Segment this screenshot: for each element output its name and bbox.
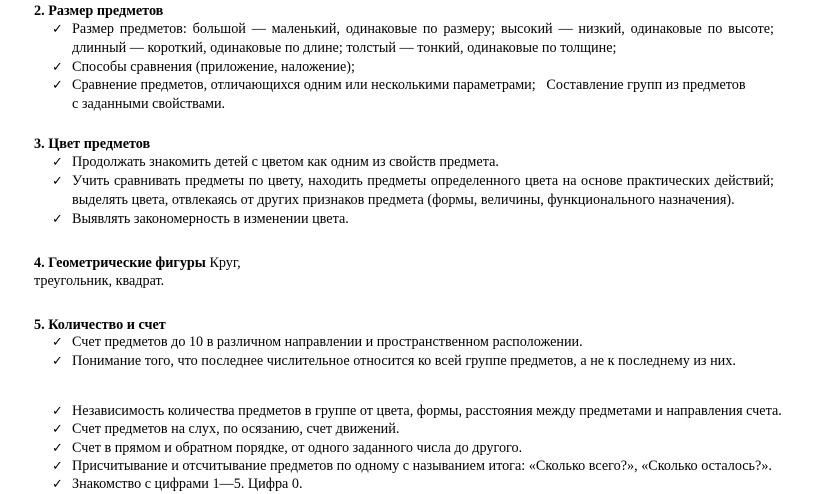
list-item [52, 475, 774, 494]
list-item-text: Знакомство с цифрами 1—5. Цифра 0. [72, 476, 303, 492]
check-mark-icon: ✓ [52, 335, 63, 350]
list-item-text: Присчитывание и отсчитывание предметов по одному с называнием итога: «Сколько всего?», «Сколько осталось?». [72, 458, 772, 474]
list-item-text: Выявлять закономерность в изменении цвета. [72, 211, 349, 227]
list-item [52, 172, 774, 210]
section-5-heading: 5. Количество и счет [34, 317, 166, 333]
list-item-text: Счет предметов на слух, по осязанию, счет движений. [72, 421, 400, 437]
check-mark-icon: ✓ [52, 422, 63, 437]
check-mark-icon: ✓ [52, 22, 63, 37]
check-mark-icon: ✓ [52, 354, 63, 369]
list-item-text: Размер предметов: большой — маленький, одинаковые по размеру; высокий — низкий, одинаковые по высоте; длинный — короткий, одинаковые по длине; толстый — тонкий, одинаковые по толщине; [72, 21, 774, 56]
list-item-text: Понимание того, что последнее числительное относится ко всей группе предметов, а не к последнему из них. [72, 353, 736, 369]
list-item-text: Сравнение предметов, отличающихся одним или несколькими параметрами; Составление групп из предметов с заданными свойствами. [72, 77, 750, 112]
check-mark-icon: ✓ [52, 459, 63, 474]
check-mark-icon: ✓ [52, 60, 63, 75]
list-item-text: Независимость количества предметов в группе от цвета, формы, расстояния между предметами и направления счета. [72, 403, 782, 419]
list-item [52, 352, 774, 371]
check-mark-icon: ✓ [52, 441, 63, 456]
list-item-text: Учить сравнивать предметы по цвету, находить предметы определенного цвета на основе практических действий; выделять цвета, отвлекаясь от других признаков предмета (формы, величины, функционального назначения). [72, 173, 774, 208]
list-item [52, 76, 752, 114]
section-4-heading: 4. Геометрические фигуры [34, 255, 206, 271]
list-item [52, 333, 774, 352]
list-item [52, 402, 782, 421]
check-mark-icon: ✓ [52, 78, 63, 93]
check-mark-icon: ✓ [52, 477, 63, 492]
section-3-heading: 3. Цвет предметов [34, 136, 151, 152]
check-mark-icon: ✓ [52, 174, 63, 189]
section-4-inline-text: Круг, [205, 255, 241, 271]
list-item [52, 457, 774, 476]
list-item [52, 210, 774, 229]
list-item [52, 20, 774, 58]
section-2-heading: 2. Размер предметов [34, 3, 164, 19]
check-mark-icon: ✓ [52, 155, 63, 170]
list-item-text: Продолжать знакомить детей с цветом как одним из свойств предмета. [72, 154, 499, 170]
check-mark-icon: ✓ [52, 212, 63, 227]
section-4-line-1 [34, 254, 241, 272]
list-item-text: Способы сравнения (приложение, наложение); [72, 59, 355, 75]
check-mark-icon: ✓ [52, 404, 63, 419]
section-4-line-2: треугольник, квадрат. [34, 273, 165, 289]
list-item-text: Счет предметов до 10 в различном направлении и пространственном расположении. [72, 334, 583, 350]
list-item [52, 420, 774, 439]
list-item-text: Счет в прямом и обратном порядке, от одного заданного числа до другого. [72, 440, 523, 456]
list-item [52, 153, 774, 172]
list-item [52, 439, 774, 458]
list-item [52, 58, 774, 77]
